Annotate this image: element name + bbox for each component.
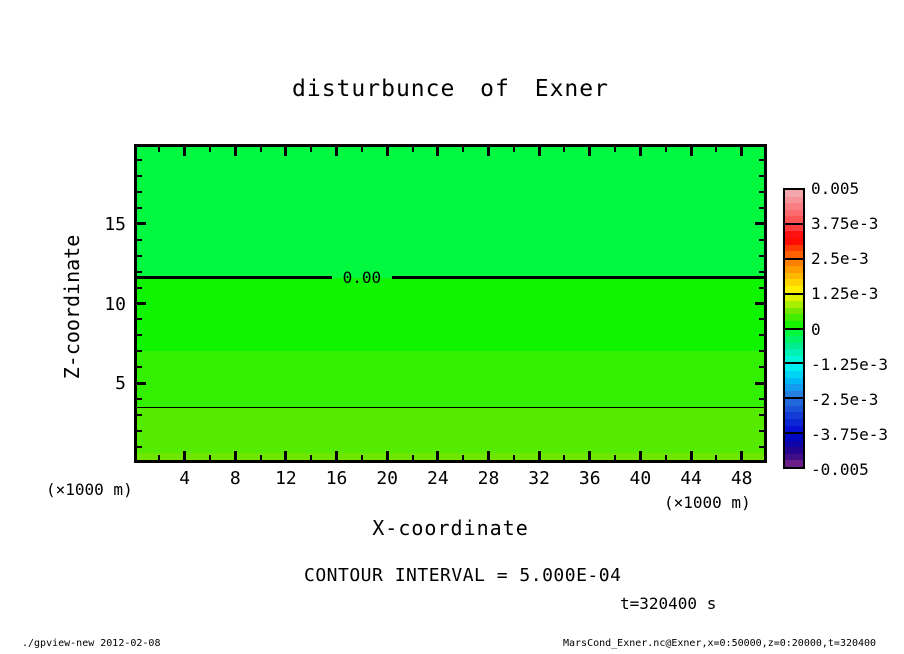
- x-tick-label: 4: [179, 468, 191, 489]
- x-tick: [487, 147, 490, 156]
- x-tick: [715, 455, 717, 460]
- colorbar-step: [785, 384, 803, 391]
- x-tick: [412, 147, 414, 152]
- y-axis-units: (×1000 m): [46, 480, 133, 499]
- y-tick: [137, 271, 142, 273]
- colorbar-tick-label: -1.25e-3: [811, 354, 889, 374]
- zero-contour-line: [392, 276, 767, 279]
- x-tick-label: 32: [528, 468, 550, 489]
- x-tick: [513, 455, 515, 460]
- y-tick: [759, 318, 764, 320]
- y-tick: [755, 222, 764, 225]
- x-tick: [462, 147, 464, 152]
- x-tick: [690, 147, 693, 156]
- x-tick: [284, 451, 287, 460]
- colorbar-step: [785, 238, 803, 245]
- x-tick-label: 28: [477, 468, 500, 489]
- colorbar-step: [785, 349, 803, 356]
- x-tick: [462, 455, 464, 460]
- y-tick: [137, 239, 142, 241]
- colorbar-step: [785, 231, 803, 238]
- contour-interval-note: CONTOUR INTERVAL = 5.000E-04: [304, 565, 622, 586]
- colorbar-tick-label: 0.005: [811, 179, 860, 198]
- x-tick: [234, 147, 237, 156]
- y-tick: [759, 207, 764, 209]
- y-tick: [137, 175, 142, 177]
- colorbar-step: [785, 378, 803, 385]
- x-tick: [639, 147, 642, 156]
- colorbar-step: [785, 279, 803, 286]
- x-tick: [436, 147, 439, 156]
- x-tick: [158, 455, 160, 460]
- x-tick: [563, 147, 565, 152]
- y-tick: [137, 302, 146, 305]
- fill-band: [134, 453, 767, 463]
- colorbar-tick-label: -3.75e-3: [811, 424, 889, 444]
- y-tick: [759, 414, 764, 416]
- x-tick: [614, 455, 616, 460]
- colorbar-block: [785, 190, 803, 223]
- colorbar-step: [785, 225, 803, 232]
- y-tick: [759, 334, 764, 336]
- y-tick: [759, 239, 764, 241]
- y-tick: [137, 191, 142, 193]
- colorbar-block: [785, 258, 803, 293]
- colorbar-tick-label: 1.25e-3: [811, 284, 879, 304]
- x-tick: [740, 147, 743, 156]
- colorbar-step: [785, 419, 803, 426]
- colorbar-step: [785, 295, 803, 302]
- y-tick: [759, 398, 764, 400]
- y-tick: [759, 255, 764, 257]
- x-tick: [310, 147, 312, 152]
- fill-band: [134, 144, 767, 278]
- colorbar-tick-label: 0: [811, 319, 821, 339]
- colorbar-step: [785, 308, 803, 315]
- y-tick: [755, 382, 764, 385]
- colorbar-block: [785, 293, 803, 328]
- colorbar-step: [785, 406, 803, 413]
- zero-contour-line: [134, 276, 332, 279]
- y-tick-label: 10: [104, 293, 126, 315]
- x-tick: [436, 451, 439, 460]
- x-tick: [183, 147, 186, 156]
- x-tick: [588, 147, 591, 156]
- y-tick-label: 15: [104, 213, 126, 235]
- colorbar-block: [785, 362, 803, 397]
- x-tick-label: 20: [376, 468, 399, 489]
- x-tick: [665, 147, 667, 152]
- y-tick: [137, 222, 146, 225]
- y-tick: [759, 175, 764, 177]
- colorbar-tick-label: -0.005: [811, 460, 869, 479]
- x-tick: [209, 455, 211, 460]
- colorbar-step: [785, 266, 803, 273]
- fill-band: [134, 351, 767, 407]
- colorbar-step: [785, 364, 803, 371]
- zero-contour-label: 0.00: [342, 267, 382, 287]
- x-tick-label: 40: [629, 468, 652, 489]
- y-tick: [759, 350, 764, 352]
- colorbar-step: [785, 273, 803, 280]
- colorbar-step: [785, 434, 803, 441]
- y-tick: [137, 207, 142, 209]
- colorbar-step: [785, 330, 803, 337]
- chart-title: disturbunce of Exner: [292, 76, 609, 102]
- colorbar-step: [785, 399, 803, 406]
- y-tick: [137, 430, 142, 432]
- colorbar-step: [785, 197, 803, 204]
- x-tick: [538, 147, 541, 156]
- x-tick: [260, 455, 262, 460]
- x-tick: [335, 451, 338, 460]
- y-tick: [759, 271, 764, 273]
- x-tick-label: 44: [680, 468, 702, 489]
- x-tick: [412, 455, 414, 460]
- colorbar-step: [785, 371, 803, 378]
- y-tick: [137, 334, 142, 336]
- y-tick: [137, 366, 142, 368]
- x-tick-label: 24: [426, 468, 449, 489]
- x-tick: [260, 147, 262, 152]
- x-axis-label: X-coordinate: [372, 516, 529, 540]
- footer-command-text: ./gpview-new 2012-02-08: [22, 638, 161, 649]
- y-tick: [137, 382, 146, 385]
- x-tick: [386, 451, 389, 460]
- x-tick-label: 12: [275, 468, 297, 489]
- y-tick: [759, 191, 764, 193]
- y-tick: [137, 255, 142, 257]
- x-tick-label: 16: [325, 468, 348, 489]
- fill-band: [134, 407, 767, 452]
- x-tick: [614, 147, 616, 152]
- colorbar-block: [785, 397, 803, 432]
- y-tick: [137, 446, 142, 448]
- x-tick: [386, 147, 389, 156]
- colorbar-step: [785, 260, 803, 267]
- colorbar-tick-label: 3.75e-3: [811, 214, 879, 234]
- footer-source-text: MarsCond_Exner.nc@Exner,x=0:50000,z=0:20000,t=320400: [563, 638, 877, 649]
- x-tick: [715, 147, 717, 152]
- colorbar-tick-label: -2.5e-3: [811, 389, 879, 409]
- colorbar-step: [785, 460, 803, 467]
- x-tick: [158, 147, 160, 152]
- x-tick: [740, 451, 743, 460]
- x-tick: [563, 455, 565, 460]
- x-tick: [538, 451, 541, 460]
- x-axis-units: (×1000 m): [664, 493, 751, 512]
- colorbar-block: [785, 328, 803, 363]
- x-tick: [487, 451, 490, 460]
- colorbar-step: [785, 343, 803, 350]
- y-tick: [759, 446, 764, 448]
- x-tick: [690, 451, 693, 460]
- x-tick: [335, 147, 338, 156]
- colorbar-step: [785, 203, 803, 210]
- x-tick: [310, 455, 312, 460]
- y-tick: [759, 287, 764, 289]
- x-tick: [234, 451, 237, 460]
- colorbar-step: [785, 454, 803, 461]
- x-tick: [361, 147, 363, 152]
- colorbar-step: [785, 447, 803, 454]
- x-tick: [361, 455, 363, 460]
- y-tick: [755, 302, 764, 305]
- colorbar-block: [785, 223, 803, 258]
- x-tick: [284, 147, 287, 156]
- x-tick: [639, 451, 642, 460]
- y-tick: [137, 414, 142, 416]
- colorbar-step: [785, 245, 803, 252]
- y-tick: [137, 398, 142, 400]
- y-tick: [759, 366, 764, 368]
- x-tick: [588, 451, 591, 460]
- x-tick-label: 8: [229, 468, 241, 489]
- contour-line: [134, 407, 767, 408]
- x-tick: [209, 147, 211, 152]
- fill-band: [134, 278, 767, 352]
- colorbar-block: [785, 432, 803, 467]
- y-tick: [137, 350, 142, 352]
- x-tick-label: 36: [578, 468, 601, 489]
- y-tick: [137, 318, 142, 320]
- colorbar-step: [785, 210, 803, 217]
- y-tick-label: 5: [115, 373, 126, 395]
- colorbar-step: [785, 441, 803, 448]
- colorbar-tick-label: 2.5e-3: [811, 249, 869, 269]
- colorbar-step: [785, 301, 803, 308]
- colorbar-step: [785, 190, 803, 197]
- colorbar-step: [785, 336, 803, 343]
- y-tick: [137, 159, 142, 161]
- time-annotation: t=320400 s: [620, 594, 717, 613]
- x-tick: [665, 455, 667, 460]
- y-tick: [759, 159, 764, 161]
- y-axis-label: Z-coordinate: [60, 234, 84, 380]
- x-tick-label: 48: [730, 468, 753, 489]
- x-tick: [513, 147, 515, 152]
- colorbar-step: [785, 412, 803, 419]
- y-tick: [759, 430, 764, 432]
- colorbar: [783, 188, 805, 469]
- y-tick: [137, 287, 142, 289]
- x-tick: [183, 451, 186, 460]
- colorbar-step: [785, 314, 803, 321]
